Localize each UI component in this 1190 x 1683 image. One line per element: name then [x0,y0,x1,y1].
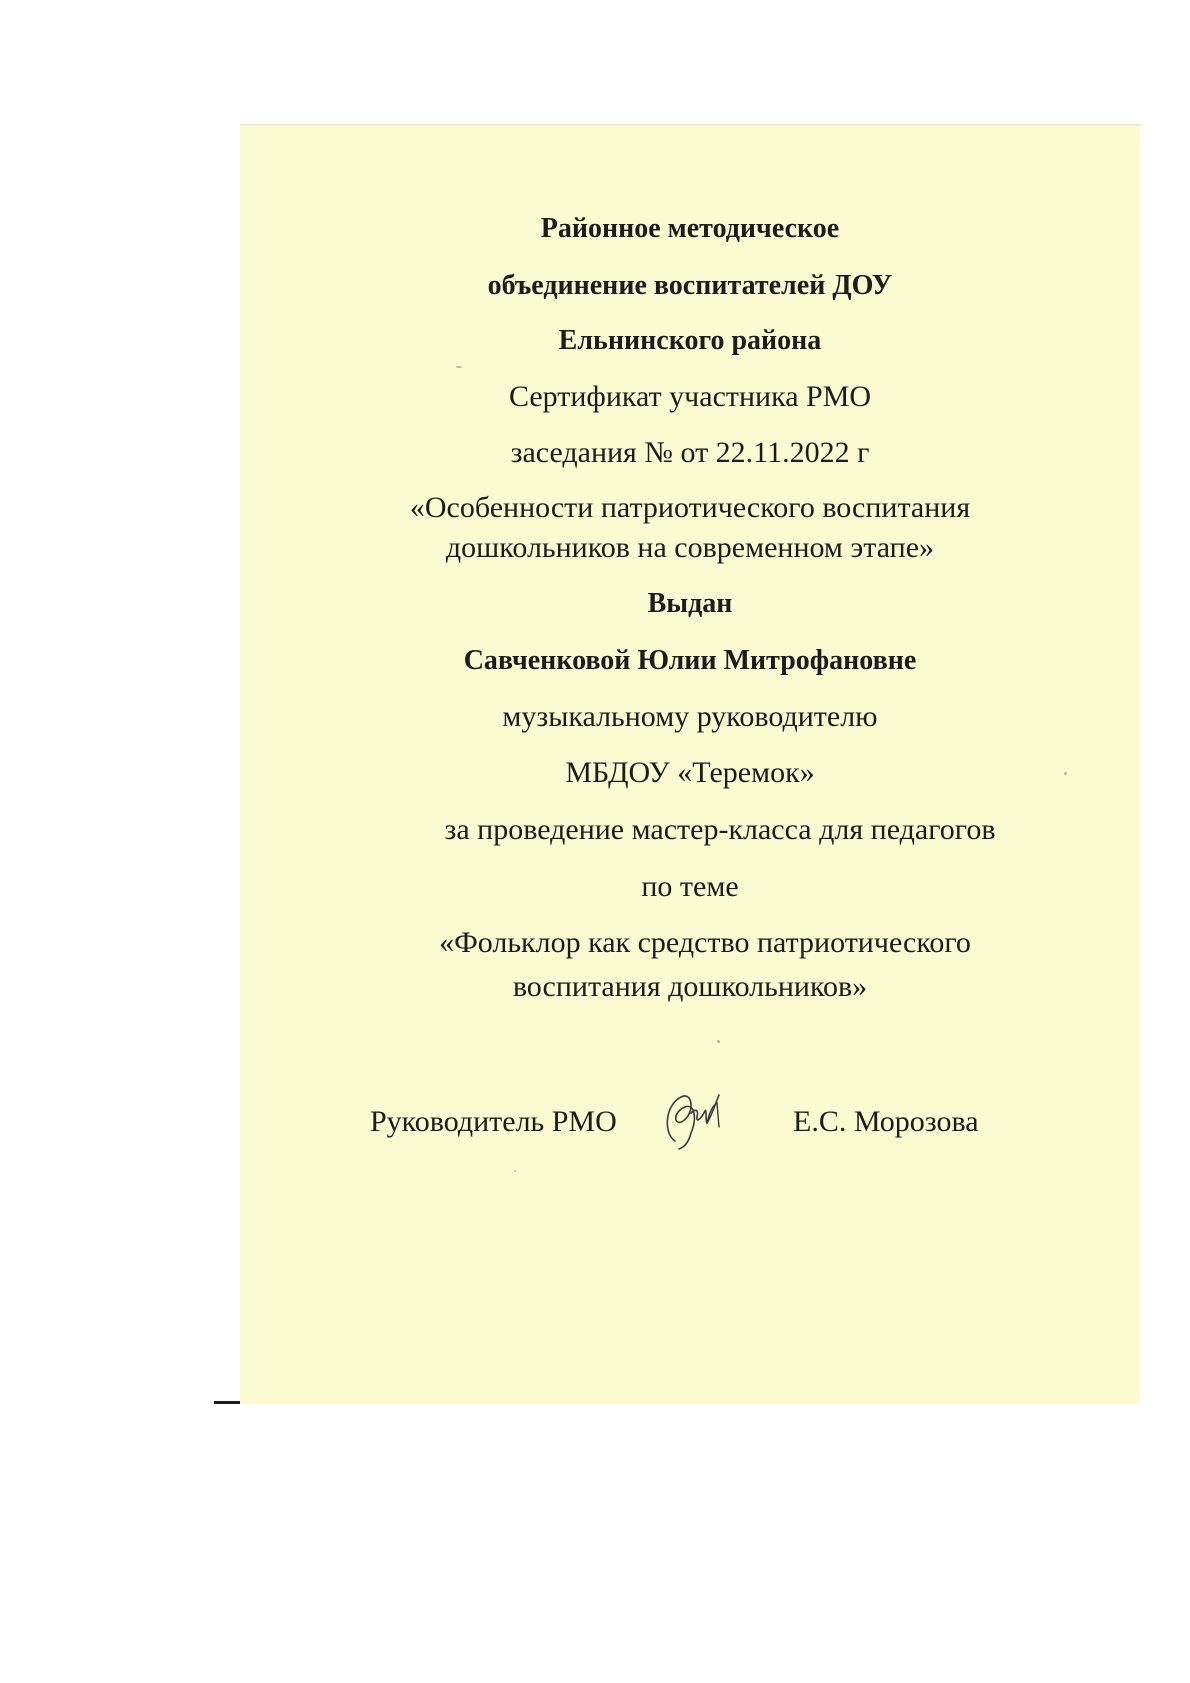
topic-line-1: «Особенности патриотического воспитания [409,491,971,524]
masterclass-line-2: воспитания дошкольников» [512,970,868,1003]
header-line-2: объединение воспитателей ДОУ [487,270,893,301]
masterclass-line-1: «Фольклор как средство патриотического [439,926,971,959]
topic-line-2: дошкольников на современном этапе» [445,531,935,564]
signatory-name: Е.С. Морозова [793,1105,979,1138]
scan-speck [514,1170,516,1172]
signature-row [370,1097,1070,1157]
recipient-organization: МБДОУ «Теремок» [565,756,815,789]
scan-speck [456,366,462,368]
handwritten-signature-icon [645,1083,735,1155]
header-line-3: Ельнинского района [558,325,822,356]
header-line-1: Районное методическое [540,213,840,244]
certificate-title: Сертификат участника РМО [508,380,872,413]
issued-label: Выдан [647,588,733,619]
recipient-position: музыкальному руководителю [502,700,878,733]
scan-speck [717,1040,720,1043]
edge-mark [214,1401,240,1404]
reason-line-1: за проведение мастер-класса для педагогов [444,813,996,846]
meeting-date: заседания № от 22.11.2022 г [510,436,870,469]
recipient-name: Савченковой Юлии Митрофановне [463,645,917,676]
reason-line-2: по теме [641,870,739,903]
signature-label: Руководитель РМО [370,1105,617,1138]
